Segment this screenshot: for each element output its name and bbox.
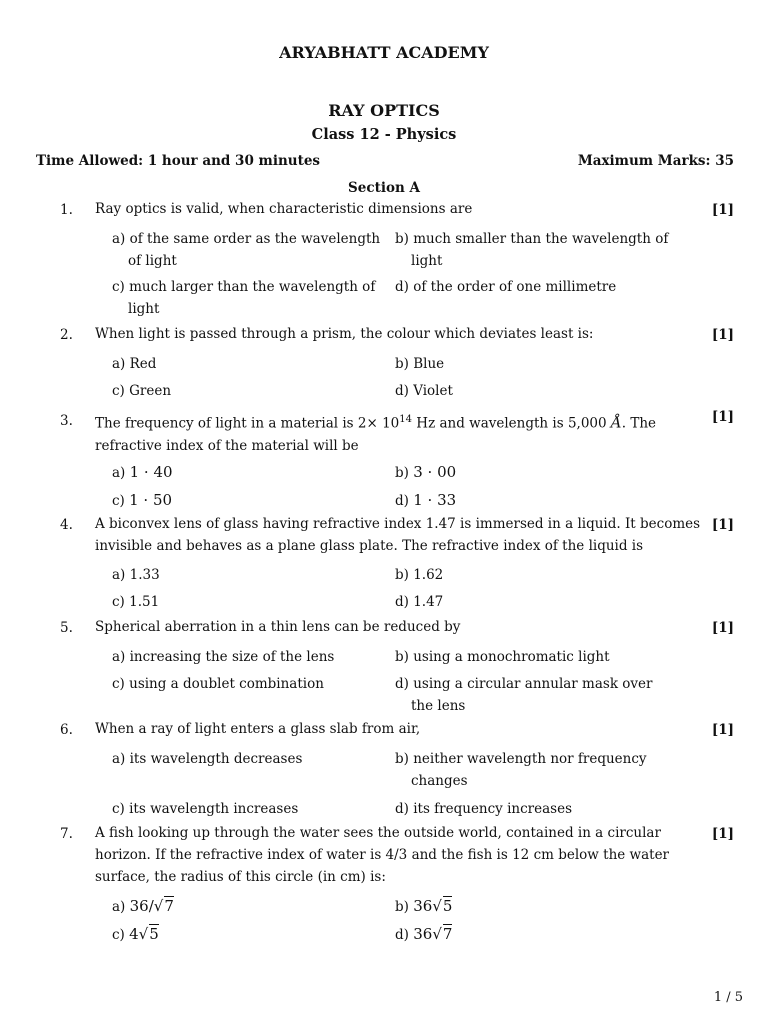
option-value: 3 · 00 bbox=[413, 463, 457, 481]
option-d: d) Violet bbox=[395, 383, 453, 399]
option-a bbox=[112, 895, 374, 918]
option-label: d) bbox=[395, 493, 409, 509]
sqrt-symbol: √ bbox=[138, 925, 149, 943]
question-text: Ray optics is valid, when characteristic dimensions are bbox=[95, 201, 473, 217]
question-text-part: . The refractive index of the material will be bbox=[95, 415, 657, 454]
page-subtitle: Class 12 - Physics bbox=[311, 126, 457, 143]
option-label: b) bbox=[395, 899, 409, 915]
sqrt-symbol: √ bbox=[432, 897, 442, 915]
option-value: 1 · 50 bbox=[129, 491, 173, 509]
option-value: 1 · 33 bbox=[413, 491, 457, 509]
option-b bbox=[395, 461, 657, 484]
option-a: a) Red bbox=[112, 356, 157, 372]
option-c bbox=[112, 923, 374, 946]
option-a: a) increasing the size of the lens bbox=[112, 649, 335, 665]
option-value: 4 bbox=[129, 925, 139, 943]
question-marks: [1] bbox=[711, 517, 734, 533]
question-text-part: Hz and wavelength is 5,000 bbox=[412, 415, 611, 432]
question-text: When light is passed through a prism, the colour which deviates least is: bbox=[95, 326, 594, 342]
radicand: 5 bbox=[149, 925, 159, 943]
option-value: 36/ bbox=[129, 897, 154, 915]
question-number: 6. bbox=[60, 722, 73, 738]
radicand: 7 bbox=[442, 925, 453, 943]
option-label: c) bbox=[112, 927, 125, 943]
question-marks: [1] bbox=[711, 327, 734, 343]
question-number: 4. bbox=[60, 517, 73, 533]
question-text: A fish looking up through the water sees the outside world, contained in a circular horizon. If the refractive index of water is 4/3 and the fish is 12 cm below the water surface, the radius of this circle (in cm) is: bbox=[95, 825, 670, 885]
option-a: a) of the same order as the wavelength of light bbox=[112, 231, 381, 269]
question-number: 1. bbox=[60, 202, 73, 218]
question-number: 2. bbox=[60, 327, 73, 343]
option-c: c) using a doublet combination bbox=[112, 676, 324, 692]
option-b: b) 1.62 bbox=[395, 567, 444, 583]
option-d: d) its frequency increases bbox=[395, 801, 573, 817]
question-marks: [1] bbox=[711, 826, 734, 842]
option-b: b) neither wavelength nor frequency changes bbox=[395, 751, 647, 789]
radicand: 7 bbox=[164, 897, 174, 915]
option-c bbox=[112, 489, 374, 512]
option-d: d) of the order of one millimetre bbox=[395, 279, 617, 295]
option-c: c) Green bbox=[112, 383, 172, 399]
question-text bbox=[95, 409, 705, 457]
question-text: When a ray of light enters a glass slab from air, bbox=[95, 721, 421, 737]
option-b: b) using a monochromatic light bbox=[395, 649, 610, 665]
option-a bbox=[112, 461, 374, 484]
option-a: a) 1.33 bbox=[112, 567, 160, 583]
radicand: 5 bbox=[442, 897, 453, 915]
option-b bbox=[395, 895, 657, 918]
option-c: c) 1.51 bbox=[112, 594, 160, 610]
sqrt-symbol: √ bbox=[432, 925, 442, 943]
option-label: b) bbox=[395, 465, 409, 481]
question-text: Spherical aberration in a thin lens can be reduced by bbox=[95, 619, 461, 635]
option-c: c) its wavelength increases bbox=[112, 801, 299, 817]
option-value: 1 · 40 bbox=[129, 463, 173, 481]
option-label: d) bbox=[395, 927, 409, 943]
academy-name: ARYABHATT ACADEMY bbox=[279, 43, 489, 62]
question-marks: [1] bbox=[711, 409, 734, 425]
option-label: c) bbox=[112, 493, 125, 509]
page-title: RAY OPTICS bbox=[328, 101, 440, 120]
question-text: A biconvex lens of glass having refractive index 1.47 is immersed in a liquid. It becomes invisible and behaves as a plane glass plate. The refractive index of the liquid is bbox=[95, 516, 701, 554]
max-marks: Maximum Marks: 35 bbox=[577, 153, 734, 169]
option-label: a) bbox=[112, 899, 126, 915]
question-marks: [1] bbox=[711, 722, 734, 738]
option-b: b) Blue bbox=[395, 356, 445, 372]
option-b: b) much smaller than the wavelength of light bbox=[395, 231, 669, 269]
sqrt-symbol: √ bbox=[153, 897, 164, 915]
question-number: 3. bbox=[60, 413, 73, 429]
time-allowed: Time Allowed: 1 hour and 30 minutes bbox=[36, 153, 321, 169]
section-heading: Section A bbox=[348, 180, 420, 196]
question-number: 5. bbox=[60, 620, 73, 636]
option-label: a) bbox=[112, 465, 126, 481]
exponent: 14 bbox=[399, 414, 412, 425]
option-d: d) 1.47 bbox=[395, 594, 444, 610]
question-text-part: The frequency of light in a material is 2× 10 bbox=[95, 415, 400, 432]
question-marks: [1] bbox=[711, 202, 734, 218]
option-d bbox=[395, 923, 657, 946]
question-number: 7. bbox=[60, 826, 73, 842]
option-d bbox=[395, 489, 657, 512]
page-number: 1 / 5 bbox=[713, 990, 743, 1005]
option-c: c) much larger than the wavelength of light bbox=[112, 279, 376, 317]
option-a: a) its wavelength decreases bbox=[112, 751, 303, 767]
question-marks: [1] bbox=[711, 620, 734, 636]
option-d: d) using a circular annular mask over the lens bbox=[395, 676, 653, 714]
option-value: 36 bbox=[413, 897, 433, 915]
angstrom-unit: Å bbox=[610, 413, 622, 432]
option-value: 36 bbox=[413, 925, 433, 943]
